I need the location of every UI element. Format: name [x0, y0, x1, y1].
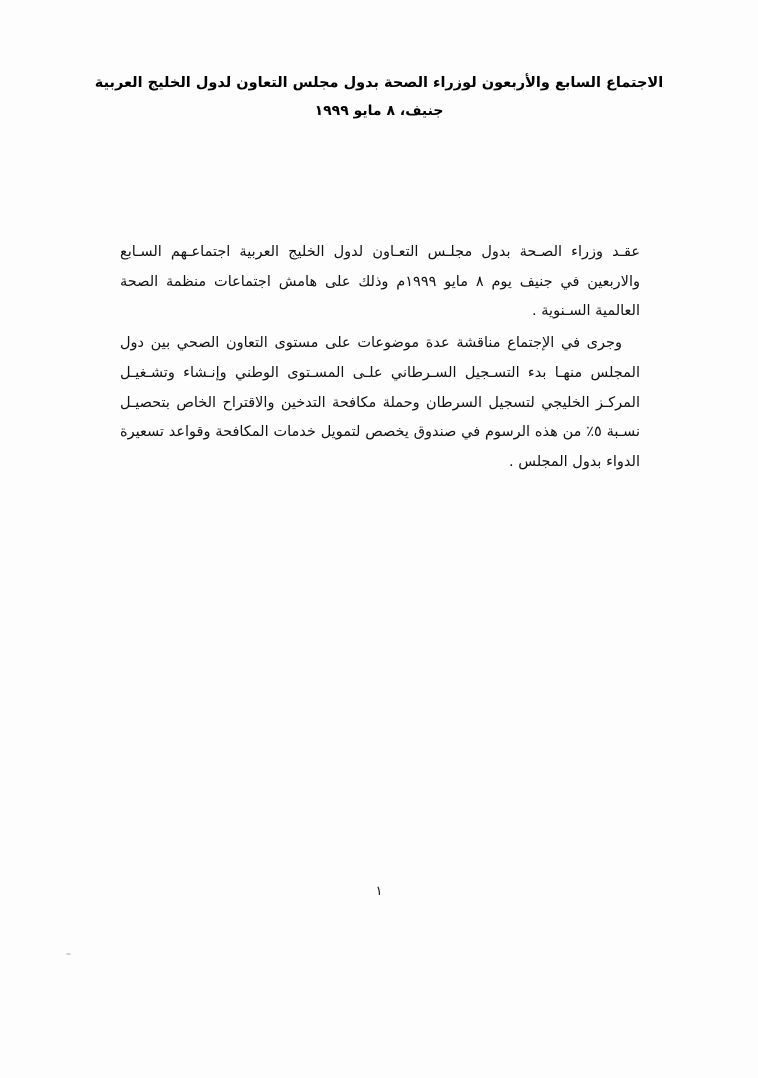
scan-artifact: [66, 953, 71, 955]
body-paragraph-1: عقـد وزراء الصـحة بدول مجلـس التعـاون لدول الخليج العربية اجتماعـهم السـابع والاربعين في جنيف يوم ٨ مايو ١٩٩٩م وذلك على هامش اجتماعات منظمة الصحة العالمية السـنوية .: [120, 244, 640, 320]
document-body: [120, 238, 640, 478]
document-header: [0, 70, 758, 124]
document-title: الاجتماع السابع والأربعون لوزراء الصحة بدول مجلس التعاون لدول الخليج العربية: [94, 75, 664, 91]
body-paragraph-2: وجرى في الإجتماع مناقشة عدة موضوعات على مستوى التعاون الصحي بين دول المجلس منهـا بدء التسـجيل السـرطاني علـى المسـتوى الوطني وإنـشاء وتشـغيـل المركـز الخليجي لتسجيل السرطان وحملة مكافحة التدخين والاقتراح الخاص بتحصيـل نسـبة ٥٪ من هذه الرسوم في صندوق يخصص لتمويل خدمات المكافحة وقواعد تسعيرة الدواء بدول المجلس .: [120, 335, 640, 471]
page-number: ١: [375, 884, 383, 899]
document-subtitle: جنيف، ٨ مايو ١٩٩٩: [314, 102, 444, 119]
